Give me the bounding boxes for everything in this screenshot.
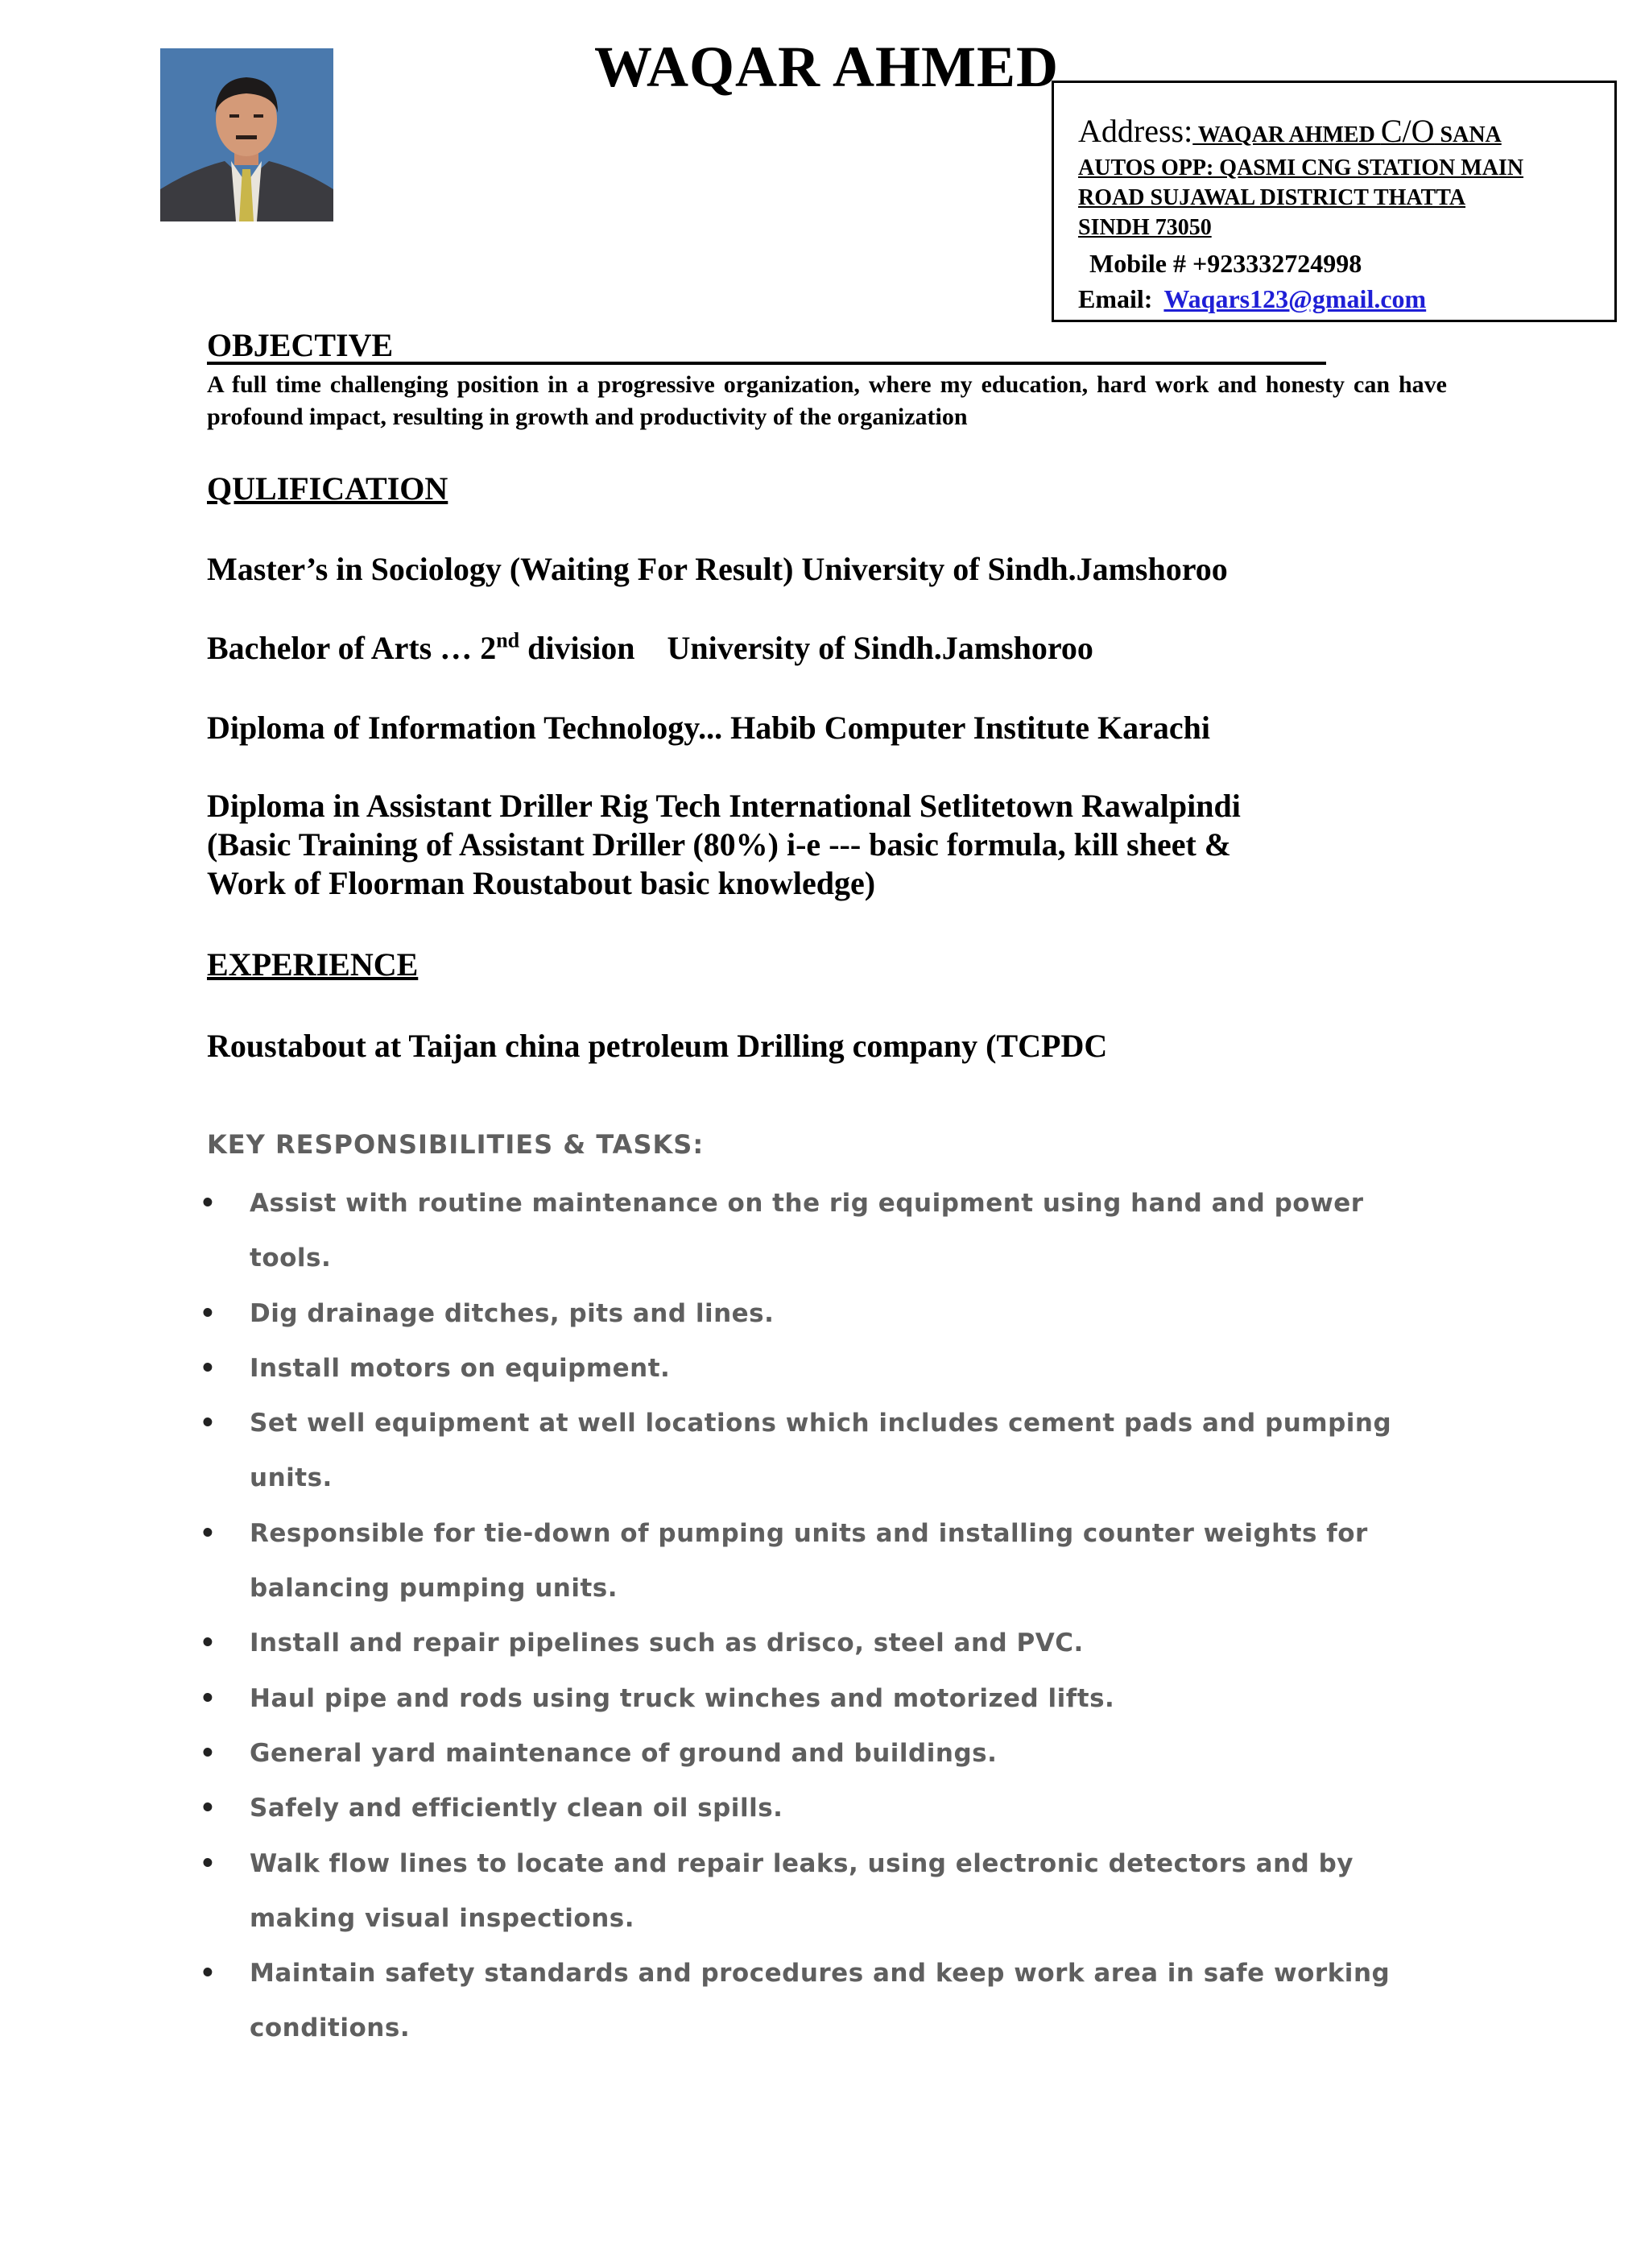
list-item: • Walk flow lines to locate and repair leaks, using electronic detectors and by making visual inspections. [200,1848,1354,1933]
address-first-line [1078,114,1614,153]
list-item: • Set well equipment at well locations which includes cement pads and pumping units. [200,1409,1392,1493]
objective-divider [207,362,1326,365]
qualification-diploma-driller: Diploma in Assistant Driller Rig Tech International Setlitetown Rawalpindi (Basic Training of Assistant Driller (80%) i-e --- basic formula, kill sheet & Work of Floorman Roustabout basic knowledge) [207,788,1241,901]
email-label: Email: [1078,284,1153,313]
list-item: • Haul pipe and rods using truck winches and motorized lifts. [200,1683,1115,1713]
qualification-masters: Master’s in Sociology (Waiting For Result) University of Sindh.Jamshoroo [207,551,1228,587]
responsibilities-list [193,1176,1417,2056]
qualification-heading: QULIFICATION [207,470,448,507]
address-line-3: ROAD SUJAWAL DISTRICT THATTA [1078,185,1466,210]
email-row [1078,281,1614,317]
list-item: • General yard maintenance of ground and buildings. [200,1738,998,1768]
experience-heading: EXPERIENCE [207,946,419,983]
experience-roustabout: Roustabout at Taijan china petroleum Drilling company (TCPDC [207,1028,1108,1064]
list-item: • Assist with routine maintenance on the rig equipment using hand and power tools. [200,1189,1364,1273]
address-label: Address: [1078,113,1193,149]
profile-photo [160,48,333,221]
mobile-number: Mobile # +923332724998 [1089,249,1362,278]
address-line-4: SINDH 73050 [1078,215,1212,240]
list-item: • Maintain safety standards and procedures and keep work area in safe working conditions. [200,1959,1391,2043]
candidate-name: WAQAR AHMED [594,35,1060,99]
responsibilities-heading: KEY RESPONSIBILITIES & TASKS: [207,1129,705,1160]
list-item: • Install and repair pipelines such as drisco, steel and PVC. [200,1629,1084,1658]
qualification-bachelors: Bachelor of Arts … 2nd division University of Sindh.Jamshoroo [207,628,1093,666]
address-line-2: AUTOS OPP: QASMI CNG STATION MAIN [1078,155,1524,180]
list-item: • Responsible for tie-down of pumping units and installing counter weights for balancing pumping units. [200,1518,1368,1604]
email-link[interactable]: Waqars123@gmail.com [1163,284,1427,313]
list-item: • Install motors on equipment. [200,1353,671,1383]
address-line-1: WAQAR AHMED C/O SANA [1192,113,1502,149]
list-item: • Safely and efficiently clean oil spills. [200,1794,783,1823]
list-item: • Dig drainage ditches, pits and lines. [200,1298,775,1328]
objective-text: A full time challenging position in a progressive organization, where my education, hard work and honesty can have profound impact, resulting in growth and productivity of the organization [207,371,1447,430]
qualification-diploma-it: Diploma of Information Technology... Habib Computer Institute Karachi [207,710,1211,746]
portrait-image [160,48,333,221]
address-box [1052,81,1617,322]
objective-heading: OBJECTIVE [207,327,394,363]
